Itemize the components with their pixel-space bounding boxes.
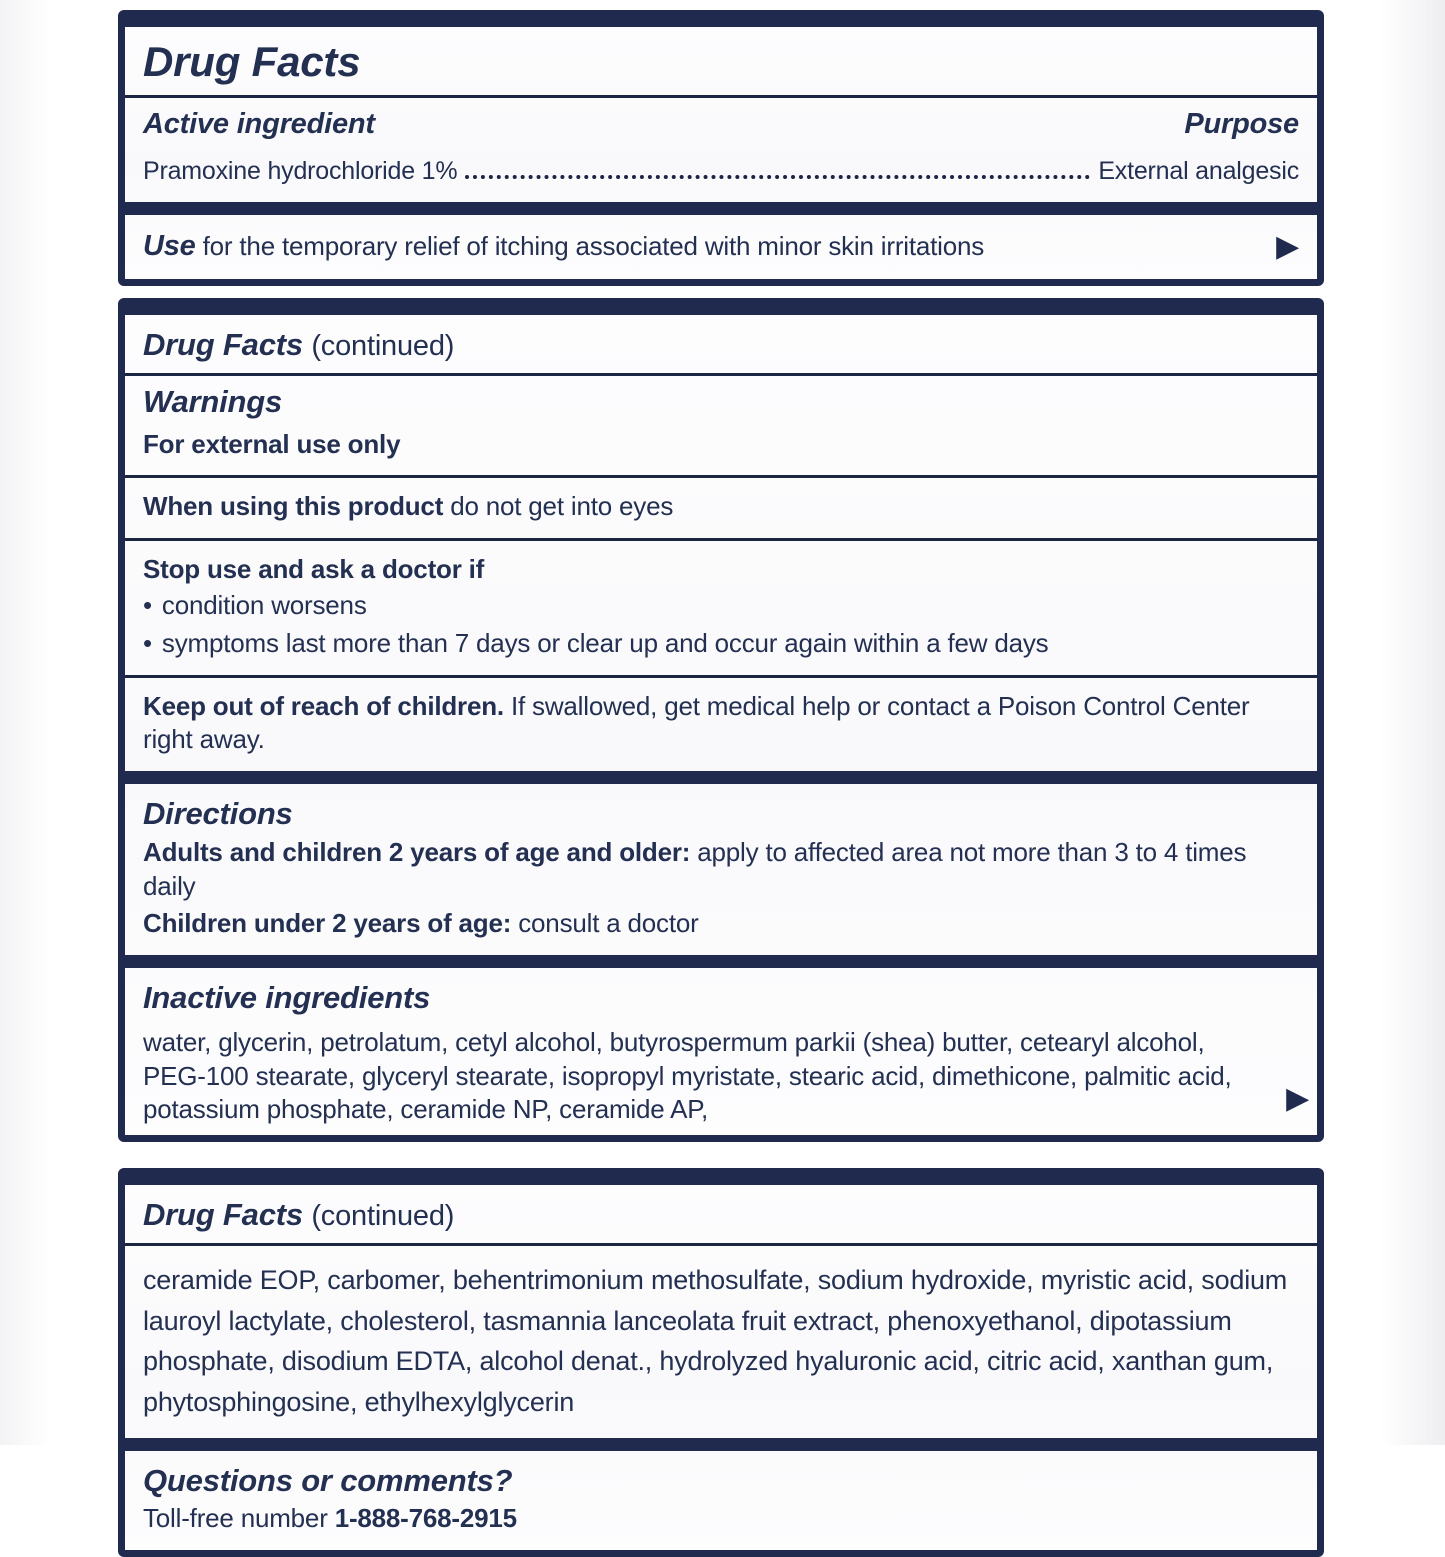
inactive-ingredients-heading: Inactive ingredients xyxy=(143,980,431,1016)
active-ingredient-heading: Active ingredient xyxy=(143,108,375,141)
drug-facts-panel-top xyxy=(118,10,1324,286)
questions-heading: Questions or comments? xyxy=(143,1463,513,1499)
bullet-text: symptoms last more than 7 days or clear up and occur again within a few days xyxy=(161,627,1049,658)
stop-use-heading: Stop use and ask a doctor if xyxy=(143,554,485,585)
section-bar xyxy=(125,771,1317,784)
section-bar xyxy=(125,202,1317,215)
use-label: Use xyxy=(143,230,196,263)
keep-out-bold: Keep out of reach of children. xyxy=(143,690,504,721)
drug-facts-continued-label: Drug Facts xyxy=(143,1197,303,1233)
continued-ingredients-text: ceramide EOP, carbomer, behentrimonium methosulfate, sodium hydroxide, myristic acid, sodium lauroyl lactylate, cholesterol, tasmannia lanceolata fruit extract, phenoxyethanol, dipotassium phosphate, disodium EDTA, alcohol denat., hydrolyzed hyaluronic acid, citric acid, xanthan gum, phytosphingosine, ethylhexylglycerin xyxy=(143,1265,1288,1417)
tollfree-row xyxy=(125,1501,1317,1550)
purpose-heading: Purpose xyxy=(1184,108,1299,141)
drug-facts-continued-label: Drug Facts xyxy=(143,327,303,362)
active-ingredient-value-row xyxy=(125,149,1317,202)
directions-2-text: consult a doctor xyxy=(518,908,699,939)
continued-suffix: (continued) xyxy=(311,330,455,362)
inactive-ingredients-section xyxy=(125,1018,1317,1135)
drug-facts-panel-middle xyxy=(118,298,1324,1142)
external-use-text: For external use only xyxy=(143,428,401,459)
purpose-value: External analgesic xyxy=(1098,157,1299,186)
section-bar xyxy=(125,1438,1317,1451)
directions-2-bold: Children under 2 years of age: xyxy=(143,908,512,939)
drug-facts-continued-title xyxy=(125,315,1317,373)
dotted-leader xyxy=(465,175,1090,179)
when-using-bold: When using this product xyxy=(143,491,444,522)
when-using-text xyxy=(125,478,1317,538)
keep-out-text xyxy=(125,678,1317,772)
use-body: for the temporary relief of itching associated with minor skin irritations xyxy=(202,231,985,262)
drug-facts-title: Drug Facts xyxy=(143,38,361,85)
when-using-rest: do not get into eyes xyxy=(450,491,674,522)
active-ingredient-name: Pramoxine hydrochloride 1% xyxy=(143,157,458,186)
use-section xyxy=(125,215,1317,279)
use-text xyxy=(143,228,1264,266)
active-ingredient-purpose-row xyxy=(125,98,1317,149)
bullet-icon: • xyxy=(143,590,152,621)
bullet-icon: • xyxy=(143,627,152,658)
directions-1-bold: Adults and children 2 years of age and older: xyxy=(143,836,691,867)
bullet-text: condition worsens xyxy=(161,590,367,621)
warnings-heading: Warnings xyxy=(143,384,283,419)
continued-suffix: (continued) xyxy=(311,1200,455,1233)
tollfree-number: 1-888-768-2915 xyxy=(334,1502,517,1533)
directions-line-1 xyxy=(125,834,1317,906)
stop-use-bullet-2 xyxy=(125,625,1317,675)
stop-use-bullet-1 xyxy=(125,587,1317,625)
keep-out-rest: If swallowed, get medical help or contact a Poison Control Center right away. xyxy=(143,690,1250,755)
inactive-ingredients-text: water, glycerin, petrolatum, cetyl alcohol, butyrospermum parkii (shea) butter, cetearyl alcohol, PEG-100 stearate, glyceryl stearate, isopropyl myristate, stearic acid, dimethicone, palmitic acid, potassium phosphate, ceramide NP, ceramide AP, xyxy=(143,1026,1232,1125)
directions-heading: Directions xyxy=(143,796,293,832)
directions-line-2 xyxy=(125,905,1317,955)
continue-arrow-icon: ▶ xyxy=(1276,230,1299,264)
tollfree-label: Toll-free number xyxy=(143,1502,328,1533)
drug-facts-panel-bottom xyxy=(118,1168,1324,1557)
directions-1-text: apply to affected area not more than 3 to 4 times daily xyxy=(143,836,1247,901)
drug-facts-continued-title-2 xyxy=(125,1185,1317,1243)
section-bar xyxy=(125,955,1317,968)
continue-arrow-icon: ▶ xyxy=(1286,1081,1309,1115)
